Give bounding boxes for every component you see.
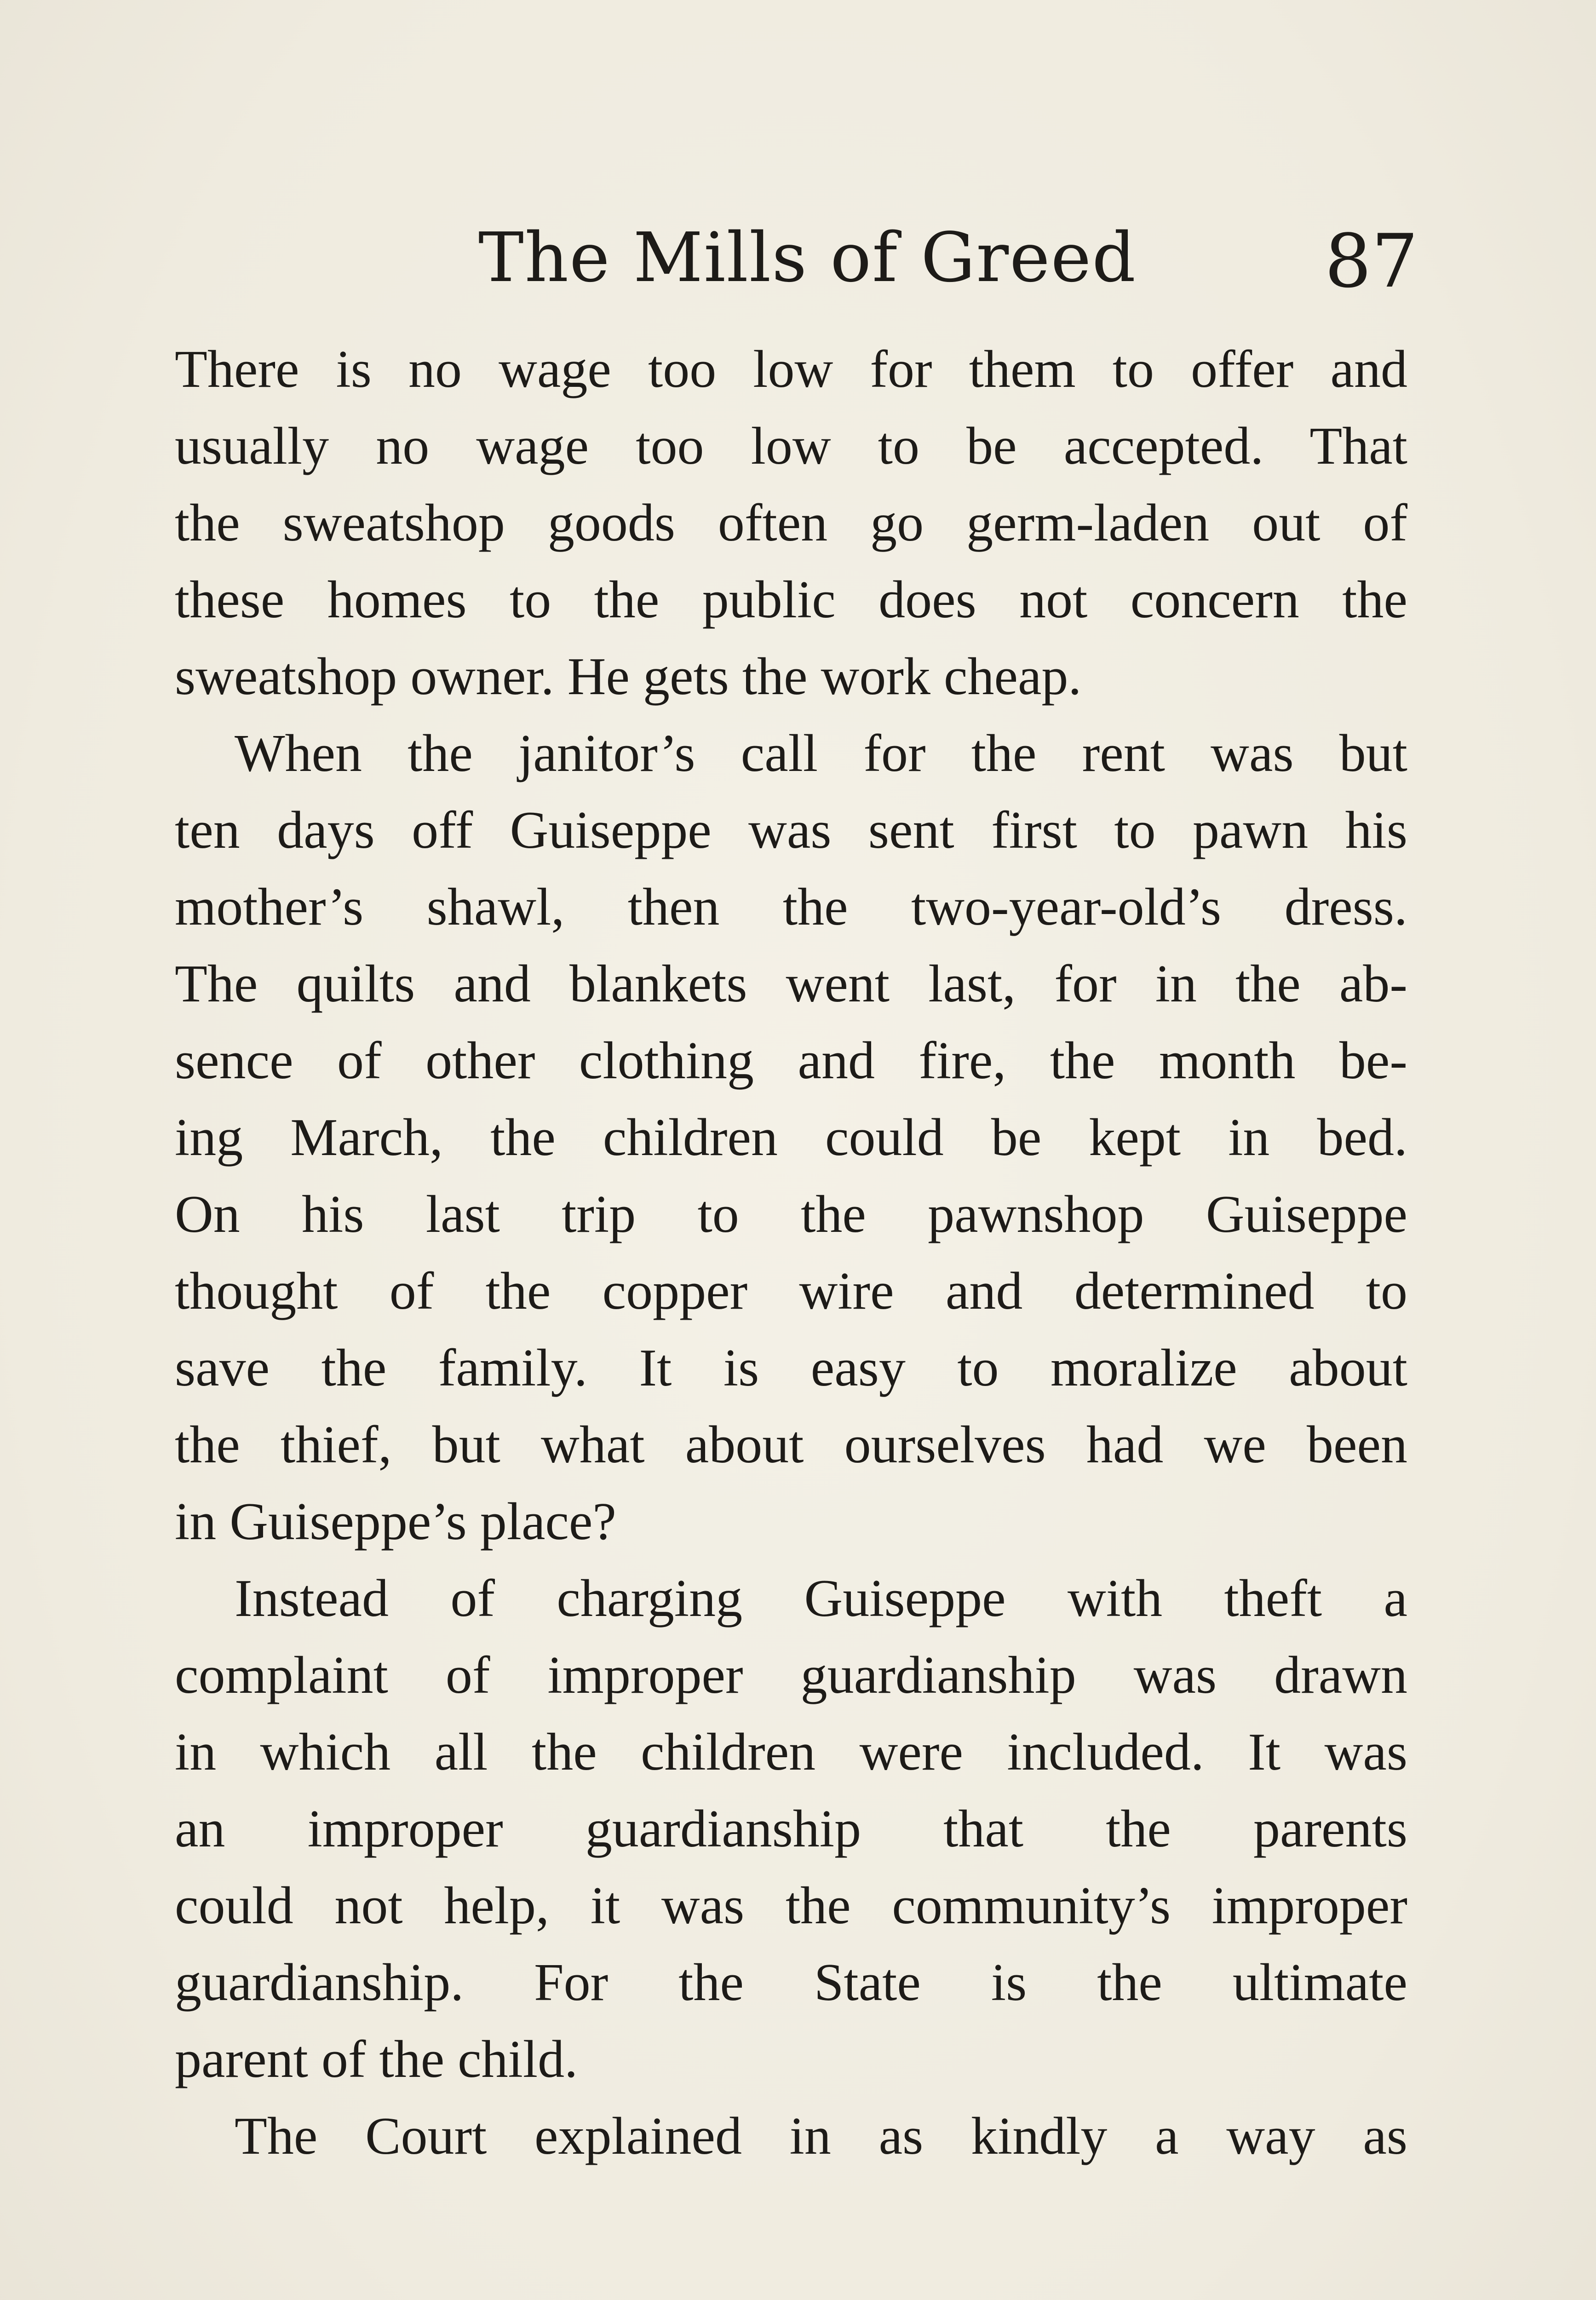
text-line: When the janitor’s call for the rent was but	[235, 724, 1407, 783]
text-line: There is no wage too low for them to offer and	[175, 340, 1407, 399]
running-head	[0, 212, 1596, 304]
text-line: usually no wage too low to be accepted. That	[175, 417, 1407, 476]
text-line: save the family. It is easy to moralize about	[175, 1339, 1407, 1397]
text-line: The Court explained in as kindly a way as	[235, 2107, 1407, 2166]
page-number: 87	[1325, 218, 1418, 304]
text-line: these homes to the public does not concern the	[175, 570, 1407, 629]
text-line: the thief, but what about ourselves had we been	[175, 1415, 1407, 1474]
text-line: sweatshop owner. He gets the work cheap.	[175, 647, 1082, 706]
text-line: the sweatshop goods often go germ-laden out of	[175, 494, 1407, 552]
text-line: On his last trip to the pawnshop Guiseppe	[175, 1185, 1407, 1244]
text-line: guardianship. For the State is the ultimate	[175, 1953, 1407, 2012]
text-line: an improper guardianship that the parents	[175, 1800, 1407, 1858]
text-line: parent of the child.	[175, 2030, 578, 2089]
text-line: The quilts and blankets went last, for in the ab-	[175, 954, 1407, 1013]
text-line: could not help, it was the community’s improper	[175, 1876, 1407, 1935]
running-title: The Mills of Greed	[478, 218, 1137, 297]
body-text	[175, 331, 1407, 2175]
text-line: Instead of charging Guiseppe with theft a	[235, 1569, 1407, 1628]
text-line: sence of other clothing and fire, the month be-	[175, 1031, 1407, 1090]
text-line: thought of the copper wire and determined to	[175, 1262, 1407, 1321]
text-line: in which all the children were included. It was	[175, 1723, 1407, 1782]
text-line: complaint of improper guardianship was drawn	[175, 1646, 1407, 1705]
text-line: in Guiseppe’s place?	[175, 1492, 616, 1551]
text-line: ing March, the children could be kept in bed.	[175, 1108, 1407, 1167]
text-line: ten days off Guiseppe was sent first to pawn his	[175, 801, 1407, 860]
text-line: mother’s shawl, then the two-year-old’s dress.	[175, 878, 1407, 937]
